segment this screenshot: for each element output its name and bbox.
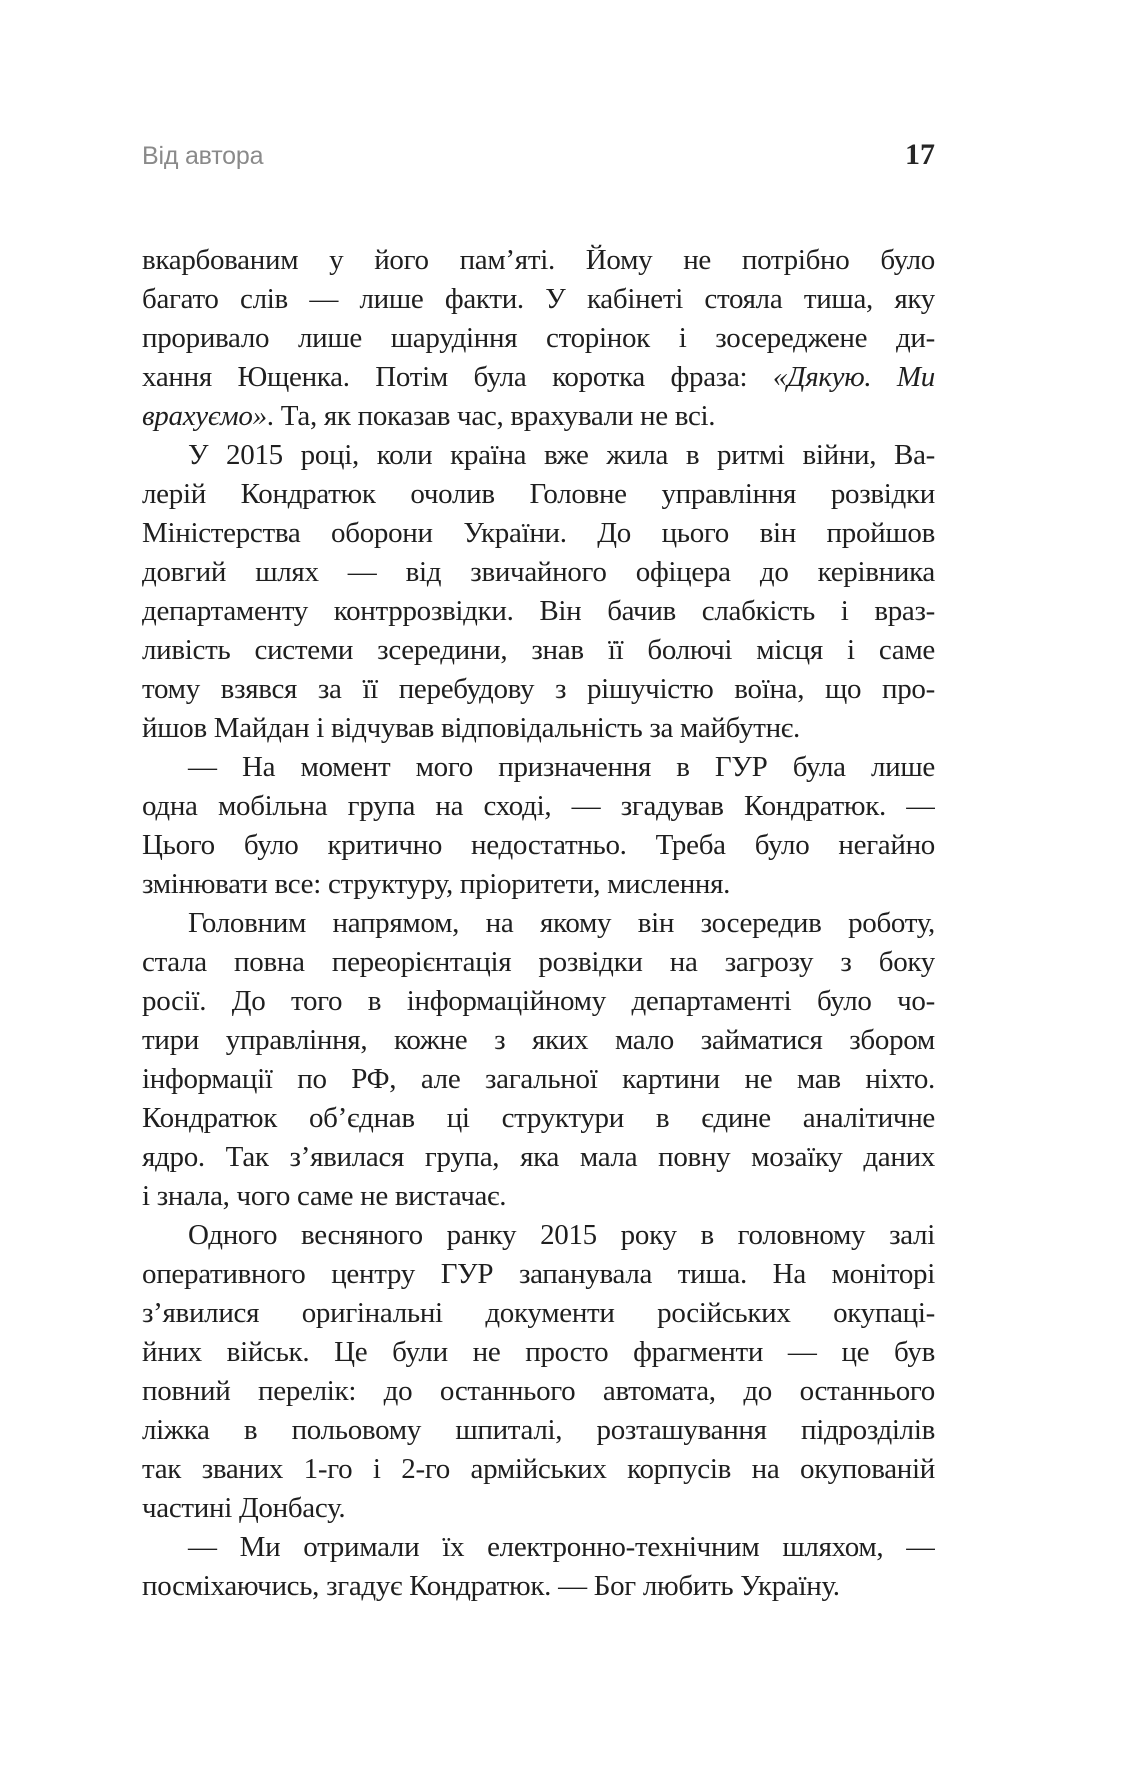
text-segment: Міністерства оборони України. До цього він пройшов bbox=[142, 517, 935, 549]
text-segment: вкарбованим у його пам’яті. Йому не потрібно було bbox=[142, 244, 935, 276]
text-line bbox=[142, 280, 935, 319]
text-line bbox=[142, 631, 935, 670]
text-line bbox=[142, 1138, 935, 1177]
text-segment: одна мобільна група на сході, — згадував Кондратюк. — bbox=[142, 790, 935, 822]
text-segment: росії. До того в інформаційному департаменті було чо- bbox=[142, 985, 935, 1017]
text-line bbox=[142, 1177, 935, 1216]
page-number: 17 bbox=[905, 138, 935, 171]
text-line bbox=[142, 904, 935, 943]
page-header bbox=[142, 138, 935, 172]
text-line bbox=[142, 1450, 935, 1489]
text-line bbox=[142, 319, 935, 358]
text-line bbox=[142, 982, 935, 1021]
text-segment: Цього було критично недостатньо. Треба було негайно bbox=[142, 829, 935, 861]
text-segment: департаменту контррозвідки. Він бачив слабкість і враз- bbox=[142, 595, 935, 627]
text-line bbox=[142, 787, 935, 826]
text-segment: проривало лише шарудіння сторінок і зосереджене ди- bbox=[142, 322, 935, 354]
text-line bbox=[142, 670, 935, 709]
text-segment: посміхаючись, згадує Кондратюк. — Бог любить Україну. bbox=[142, 1570, 840, 1602]
text-segment: ліжка в польовому шпиталі, розташування підрозділів bbox=[142, 1414, 935, 1446]
text-line bbox=[142, 865, 935, 904]
text-line bbox=[142, 1567, 935, 1606]
text-line bbox=[142, 943, 935, 982]
text-line bbox=[142, 1255, 935, 1294]
text-line bbox=[142, 553, 935, 592]
text-segment: так званих 1-го і 2-го армійських корпусів на окупованій bbox=[142, 1453, 935, 1485]
text-line bbox=[142, 1294, 935, 1333]
text-line bbox=[142, 397, 935, 436]
text-segment: йшов Майдан і відчував відповідальність за майбутнє. bbox=[142, 712, 800, 744]
text-segment: оперативного центру ГУР запанувала тиша. На моніторі bbox=[142, 1258, 935, 1290]
text-line bbox=[142, 1060, 935, 1099]
text-segment: — Ми отримали їх електронно-технічним шляхом, — bbox=[188, 1531, 935, 1563]
text-line bbox=[142, 592, 935, 631]
text-line bbox=[142, 1528, 935, 1567]
text-segment: Кондратюк об’єднав ці структури в єдине аналітичне bbox=[142, 1102, 935, 1134]
text-line bbox=[142, 436, 935, 475]
text-line bbox=[142, 475, 935, 514]
text-line bbox=[142, 1489, 935, 1528]
text-block bbox=[142, 241, 935, 1606]
text-segment: частині Донбасу. bbox=[142, 1492, 346, 1524]
text-segment: і знала, чого саме не вистачає. bbox=[142, 1180, 507, 1212]
text-line bbox=[142, 1099, 935, 1138]
text-segment: змінювати все: структуру, пріоритети, мислення. bbox=[142, 868, 731, 900]
text-segment: з’явилися оригінальні документи російських окупаці- bbox=[142, 1297, 935, 1329]
text-segment: ливість системи зсередини, знав її болючі місця і саме bbox=[142, 634, 935, 666]
text-segment: тири управління, кожне з яких мало займатися збором bbox=[142, 1024, 935, 1056]
text-segment: У 2015 році, коли країна вже жила в ритмі війни, Ва- bbox=[188, 439, 935, 471]
text-segment: багато слів — лише факти. У кабінеті стояла тиша, яку bbox=[142, 283, 935, 315]
text-line bbox=[142, 1372, 935, 1411]
text-segment: повний перелік: до останнього автомата, до останнього bbox=[142, 1375, 935, 1407]
paragraph bbox=[142, 748, 935, 904]
paragraph bbox=[142, 241, 935, 436]
text-segment: тому взявся за її перебудову з рішучістю воїна, що про- bbox=[142, 673, 935, 705]
text-line bbox=[142, 1411, 935, 1450]
text-segment: . Та, як показав час, врахували не всі. bbox=[266, 400, 716, 432]
text-segment: довгий шлях — від звичайного офіцера до керівника bbox=[142, 556, 935, 588]
text-line bbox=[142, 1021, 935, 1060]
text-line bbox=[142, 1216, 935, 1255]
text-segment: ядро. Так з’явилася група, яка мала повну мозаїку даних bbox=[142, 1141, 935, 1173]
text-segment: лерій Кондратюк очолив Головне управління розвідки bbox=[142, 478, 935, 510]
text-segment: Одного весняного ранку 2015 року в головному залі bbox=[188, 1219, 935, 1251]
paragraph bbox=[142, 1216, 935, 1528]
text-line bbox=[142, 826, 935, 865]
text-line bbox=[142, 514, 935, 553]
text-segment: Головним напрямом, на якому він зосередив роботу, bbox=[188, 907, 935, 939]
italic-text: врахуємо» bbox=[142, 400, 267, 432]
text-line bbox=[142, 709, 935, 748]
paragraph bbox=[142, 1528, 935, 1606]
text-segment: стала повна переорієнтація розвідки на загрозу з боку bbox=[142, 946, 935, 978]
text-segment: — На момент мого призначення в ГУР була лише bbox=[188, 751, 935, 783]
text-line bbox=[142, 748, 935, 787]
running-title: Від автора bbox=[142, 142, 264, 170]
text-line bbox=[142, 358, 935, 397]
text-segment: інформації по РФ, але загальної картини не мав ніхто. bbox=[142, 1063, 935, 1095]
text-line bbox=[142, 241, 935, 280]
text-line bbox=[142, 1333, 935, 1372]
paragraph bbox=[142, 904, 935, 1216]
paragraph bbox=[142, 436, 935, 748]
text-segment: йних військ. Це були не просто фрагменти — це був bbox=[142, 1336, 935, 1368]
text-segment: хання Ющенка. Потім була коротка фраза: bbox=[142, 361, 773, 393]
italic-text: «Дякую. Ми bbox=[772, 361, 935, 393]
